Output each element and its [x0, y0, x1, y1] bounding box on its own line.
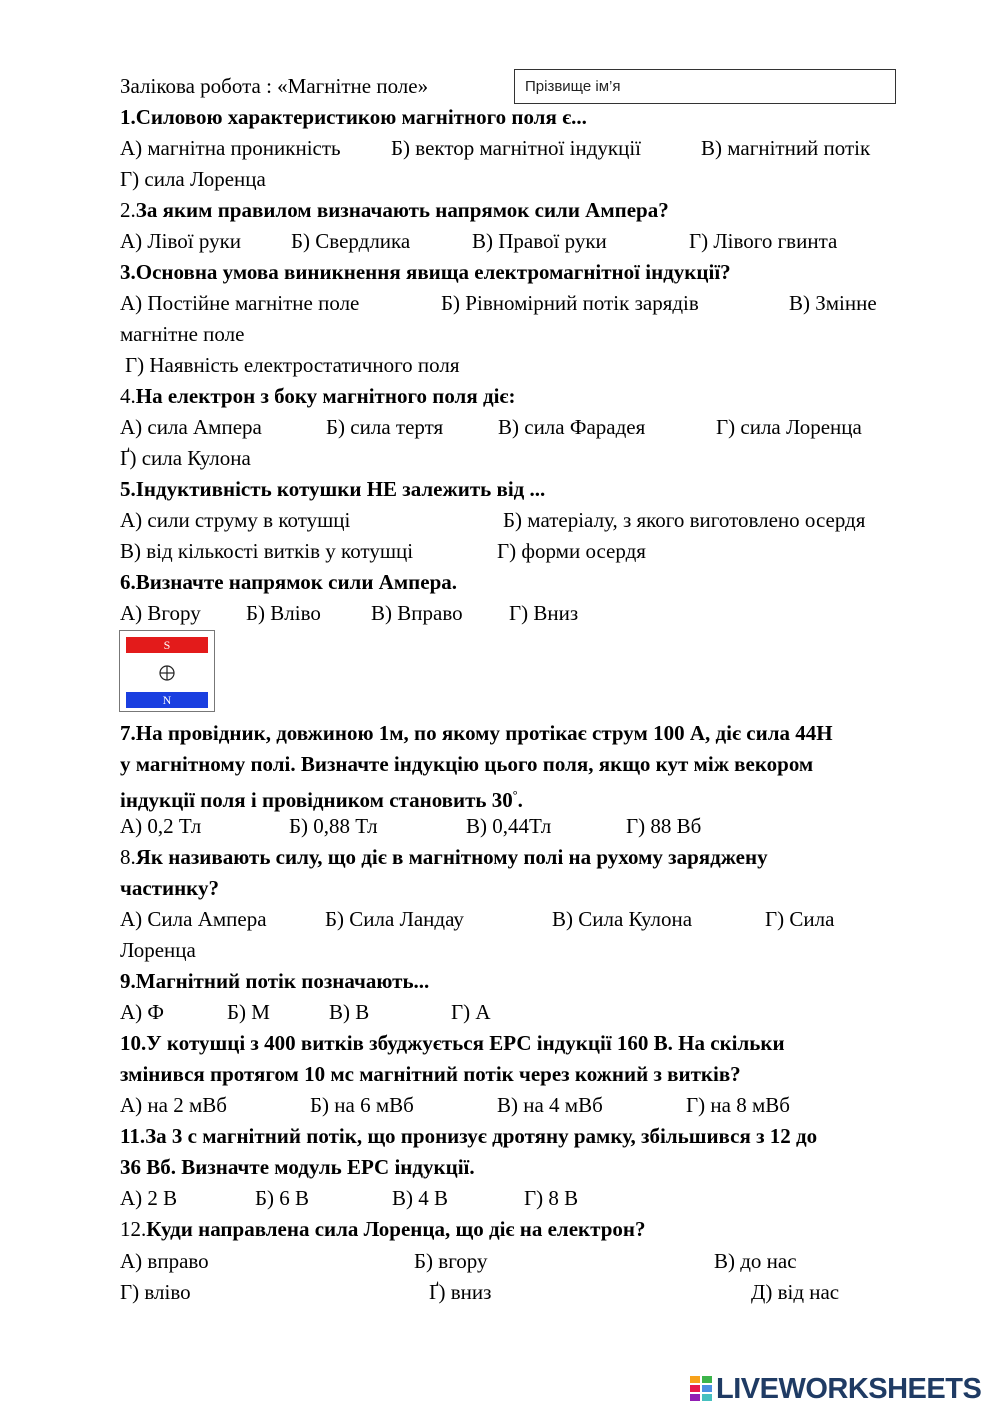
- q11-option-v: В) 4 В: [392, 1186, 449, 1210]
- q7-option-g: Г) 88 Вб: [626, 814, 702, 838]
- q8-option-v: В) Сила Кулона: [552, 907, 693, 931]
- question-10: 10.У котушці з 400 витків збуджується ЕРС індукції 160 В. На скільки: [120, 1031, 785, 1055]
- q11-option-g: Г) 8 В: [524, 1186, 579, 1210]
- q8-option-g-cont: Лоренца: [120, 938, 196, 962]
- liveworksheets-logo-text: LIVEWORKSHEETS: [716, 1372, 982, 1405]
- magnet-diagram: [119, 630, 215, 712]
- q1-option-g: Г) сила Лоренца: [120, 167, 266, 191]
- question-7-line-3: індукції поля і провідником становить 30°.: [120, 788, 523, 812]
- q8-option-g: Г) Сила: [765, 907, 835, 931]
- q10-option-v: В) на 4 мВб: [497, 1093, 603, 1117]
- q10-option-b: Б) на 6 мВб: [310, 1093, 414, 1117]
- q4-option-g2: Ґ) сила Кулона: [120, 446, 251, 470]
- q1-option-v: В) магнітний потік: [701, 136, 871, 160]
- q12-option-a: А) вправо: [120, 1249, 209, 1273]
- question-4: 4.На електрон з боку магнітного поля діє:: [120, 384, 516, 408]
- question-2: 2.За яким правилом визначають напрямок сили Ампера?: [120, 198, 669, 222]
- question-11-line-2: 36 Вб. Визначте модуль ЕРС індукції.: [120, 1155, 475, 1179]
- current-into-page-icon: [158, 664, 176, 682]
- q8-option-b: Б) Сила Ландау: [325, 907, 464, 931]
- q3-option-v: В) Змінне: [789, 291, 877, 315]
- question-8-line-2: частинку?: [120, 876, 219, 900]
- q6-option-b: Б) Вліво: [246, 601, 321, 625]
- q2-option-a: А) Лівої руки: [120, 229, 242, 253]
- q5-option-a: А) сили струму в котушці: [120, 508, 351, 532]
- q9-option-a: А) Ф: [120, 1000, 164, 1024]
- q12-option-g2: Ґ) вниз: [429, 1280, 492, 1304]
- south-pole: S: [126, 637, 208, 653]
- q3-option-g: Г) Наявність електростатичного поля: [125, 353, 460, 377]
- q4-option-v: В) сила Фарадея: [498, 415, 646, 439]
- question-5: 5.Індуктивність котушки НЕ залежить від ...: [120, 477, 546, 501]
- q4-option-g: Г) сила Лоренца: [716, 415, 862, 439]
- north-pole: N: [126, 692, 208, 708]
- q6-option-a: А) Вгору: [120, 601, 201, 625]
- question-11: 11.За 3 с магнітний потік, що пронизує дротяну рамку, збільшився з 12 до: [120, 1124, 818, 1148]
- name-field-box[interactable]: [514, 69, 896, 104]
- q12-option-d: Д) від нас: [751, 1280, 840, 1304]
- q3-option-a: А) Постійне магнітне поле: [120, 291, 360, 315]
- question-3: 3.Основна умова виникнення явища електромагнітної індукції?: [120, 260, 731, 284]
- question-8: 8.Як називають силу, що діє в магнітному полі на рухому заряджену: [120, 845, 768, 869]
- q1-option-a: А) магнітна проникність: [120, 136, 341, 160]
- q1-option-b: Б) вектор магнітної індукції: [391, 136, 642, 160]
- q11-option-a: А) 2 В: [120, 1186, 178, 1210]
- q6-option-g: Г) Вниз: [509, 601, 579, 625]
- q12-option-v: В) до нас: [714, 1249, 797, 1273]
- q10-option-a: А) на 2 мВб: [120, 1093, 227, 1117]
- worksheet-title: Залікова робота : «Магнітне поле»: [120, 74, 429, 98]
- name-input[interactable]: [525, 71, 895, 102]
- q3-option-b: Б) Рівномірний потік зарядів: [441, 291, 699, 315]
- q10-option-g: Г) на 8 мВб: [686, 1093, 790, 1117]
- question-7: 7.На провідник, довжиною 1м, по якому протікає струм 100 А, діє сила 44Н: [120, 721, 833, 745]
- q5-option-v: В) від кількості витків у котушці: [120, 539, 414, 563]
- question-1: 1.Силовою характеристикою магнітного поля є...: [120, 105, 587, 129]
- question-12: 12.Куди направлена сила Лоренца, що діє на електрон?: [120, 1217, 646, 1241]
- q7-option-a: А) 0,2 Тл: [120, 814, 202, 838]
- q4-option-a: А) сила Ампера: [120, 415, 262, 439]
- q4-option-b: Б) сила тертя: [326, 415, 444, 439]
- q2-option-g: Г) Лівого гвинта: [689, 229, 838, 253]
- q11-option-b: Б) 6 В: [255, 1186, 310, 1210]
- q2-option-b: Б) Свердлика: [291, 229, 411, 253]
- q7-option-b: Б) 0,88 Тл: [289, 814, 378, 838]
- question-7-line-2: у магнітному полі. Визначте індукцію цього поля, якщо кут між векором: [120, 752, 814, 776]
- q7-option-v: В) 0,44Тл: [466, 814, 552, 838]
- q12-option-b: Б) вгору: [414, 1249, 488, 1273]
- question-9: 9.Магнітний потік позначають...: [120, 969, 430, 993]
- q5-option-g: Г) форми осердя: [497, 539, 646, 563]
- q5-option-b: Б) матеріалу, з якого виготовлено осердя: [503, 508, 866, 532]
- q3-option-v-cont: магнітне поле: [120, 322, 245, 346]
- q9-option-v: В) В: [329, 1000, 370, 1024]
- q6-option-v: В) Вправо: [371, 601, 463, 625]
- liveworksheets-logo-icon: [690, 1376, 712, 1402]
- question-6: 6.Визначте напрямок сили Ампера.: [120, 570, 457, 594]
- liveworksheets-logo[interactable]: [690, 1372, 981, 1406]
- q9-option-g: Г) А: [451, 1000, 491, 1024]
- q2-option-v: В) Правої руки: [472, 229, 607, 253]
- q12-option-g: Г) вліво: [120, 1280, 191, 1304]
- question-10-line-2: змінився протягом 10 мс магнітний потік через кожний з витків?: [120, 1062, 741, 1086]
- q8-option-a: А) Сила Ампера: [120, 907, 267, 931]
- q9-option-b: Б) М: [227, 1000, 270, 1024]
